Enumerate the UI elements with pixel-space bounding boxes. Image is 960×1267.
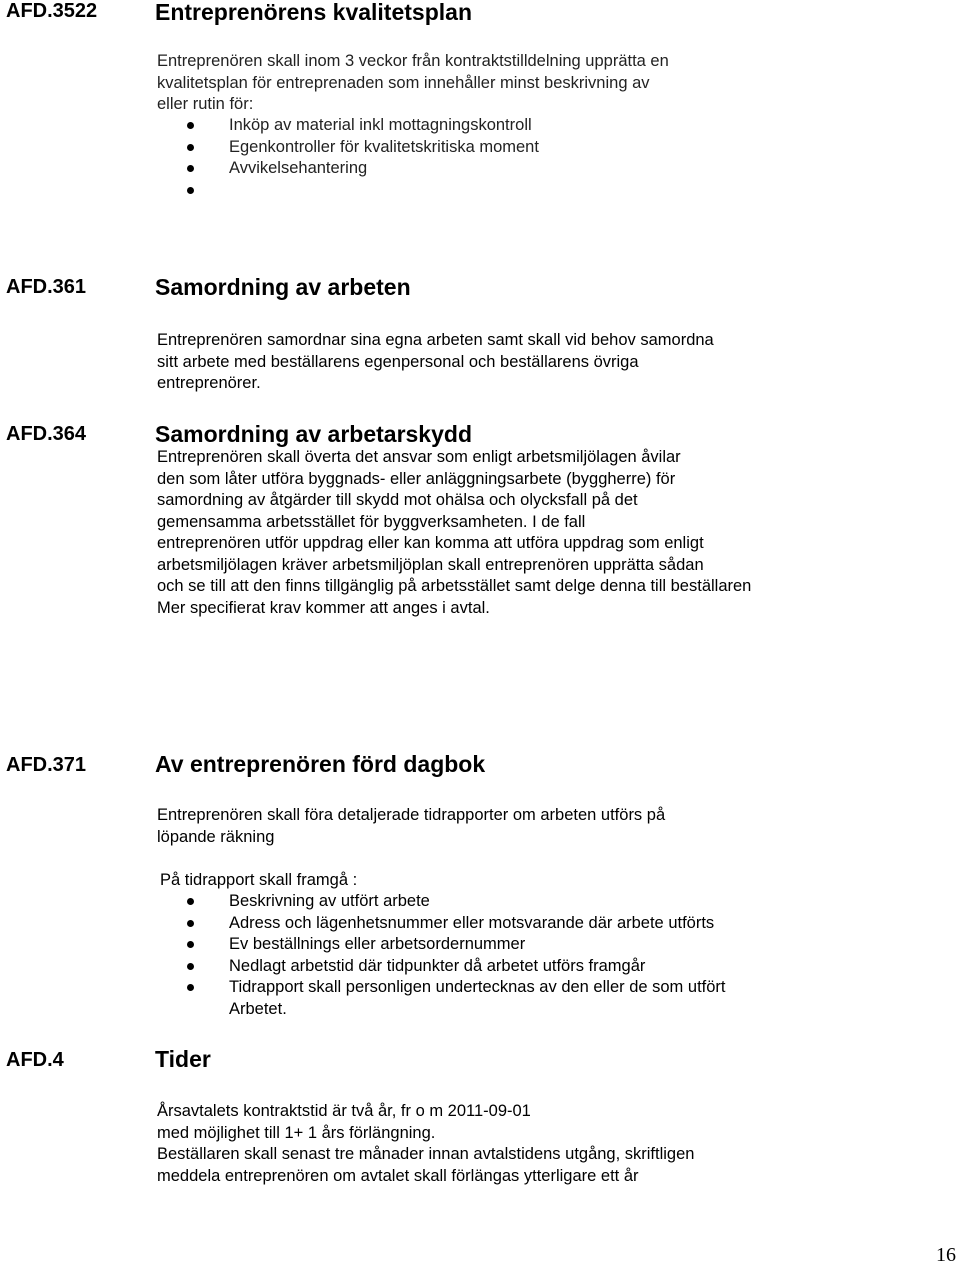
section-code-afd3522: AFD.3522: [6, 0, 98, 22]
section-title-arbetarskydd: Samordning av arbetarskydd: [155, 421, 472, 447]
section-body-arbetarskydd: [157, 447, 751, 619]
bullet-icon: [187, 187, 194, 194]
section-title-samordning-arbeten: Samordning av arbeten: [155, 274, 411, 300]
paragraph-line: arbetsmiljölagen kräver arbetsmiljöplan skall entreprenören upprätta sådan: [157, 555, 704, 574]
list-item: Egenkontroller för kvalitetskritiska moment: [187, 137, 539, 159]
section-body-samordning-arbeten: [157, 330, 714, 395]
bullet-icon: [187, 941, 194, 948]
bullet-icon: [187, 984, 194, 991]
list-item: Beskrivning av utfört arbete: [187, 891, 726, 913]
page-number: 16: [936, 1244, 956, 1266]
section-title-tider: Tider: [155, 1046, 211, 1072]
paragraph-line: med möjlighet till 1+ 1 års förlängning.: [157, 1123, 436, 1142]
paragraph-line: sitt arbete med beställarens egenpersonal och beställarens övriga: [157, 352, 639, 371]
list-item-continuation: Arbetet.: [229, 999, 287, 1018]
list-item: Tidrapport skall personligen undertecknas av den eller de som utfört: [187, 977, 726, 999]
list-item: Nedlagt arbetstid där tidpunkter då arbetet utförs framgår: [187, 956, 726, 978]
list-item: Ev beställnings eller arbetsordernummer: [187, 934, 726, 956]
bullet-icon: [187, 165, 194, 172]
bullet-icon: [187, 144, 194, 151]
paragraph-line: Entreprenören skall överta det ansvar som enligt arbetsmiljölagen åvilar: [157, 448, 681, 466]
list-item: Adress och lägenhetsnummer eller motsvarande där arbete utförts: [187, 913, 726, 935]
paragraph-line: Entreprenören samordnar sina egna arbeten samt skall vid behov samordna: [157, 331, 714, 349]
list-item: Avvikelsehantering: [187, 158, 539, 180]
paragraph-line: löpande räkning: [157, 827, 275, 846]
list-intro-tidrapport: På tidrapport skall framgå :: [160, 871, 358, 889]
section-intro-kvalitetsplan: [157, 51, 669, 116]
bullet-icon: [187, 963, 194, 970]
paragraph-line: Beställaren skall senast tre månader innan avtalstidens utgång, skriftligen: [157, 1145, 695, 1163]
paragraph-line: Entreprenören skall föra detaljerade tidrapporter om arbeten utförs på: [157, 806, 666, 824]
paragraph-line: samordning av åtgärder till skydd mot ohälsa och olycksfall på det: [157, 491, 638, 509]
paragraph-line: Årsavtalets kontraktstid är två år, fr o m 2011-09-01: [157, 1102, 531, 1120]
section-body-tider: [157, 1101, 694, 1187]
paragraph-line: och se till att den finns tillgänglig på arbetsstället samt delge denna till beställaren: [157, 577, 752, 595]
paragraph-line: entreprenören utför uppdrag eller kan komma att utföra uppdrag som enligt: [157, 534, 704, 552]
paragraph-line: Mer specifierat krav kommer att anges i avtal.: [157, 598, 490, 617]
bullet-list-tidrapport: [187, 891, 726, 1020]
paragraph-line: den som låter utföra byggnads- eller anläggningsarbete (byggherre) för: [157, 469, 676, 488]
section-code-afd371: AFD.371: [6, 754, 87, 776]
paragraph-line: entreprenörer.: [157, 374, 261, 392]
paragraph-line: eller rutin för:: [157, 95, 254, 113]
paragraph-line: kvalitetsplan för entreprenaden som innehåller minst beskrivning av: [157, 73, 650, 92]
list-item: Inköp av material inkl mottagningskontroll: [187, 115, 539, 137]
section-body-dagbok: [157, 805, 665, 848]
bullet-icon: [187, 898, 194, 905]
paragraph-line: gemensamma arbetsstället för byggverksamheten. I de fall: [157, 512, 586, 531]
section-code-afd361: AFD.361: [6, 276, 87, 298]
bullet-icon: [187, 920, 194, 927]
paragraph-line: meddela entreprenören om avtalet skall förlängas ytterligare ett år: [157, 1166, 639, 1185]
section-code-afd364: AFD.364: [6, 423, 87, 445]
paragraph-line: Entreprenören skall inom 3 veckor från kontraktstilldelning upprätta en: [157, 52, 669, 70]
section-title-dagbok: Av entreprenören förd dagbok: [155, 751, 486, 777]
list-item: [187, 180, 539, 202]
bullet-list-kvalitetsplan: [187, 115, 539, 201]
bullet-icon: [187, 122, 194, 129]
section-code-afd4: AFD.4: [6, 1049, 64, 1071]
section-title-kvalitetsplan: Entreprenörens kvalitetsplan: [155, 0, 472, 25]
